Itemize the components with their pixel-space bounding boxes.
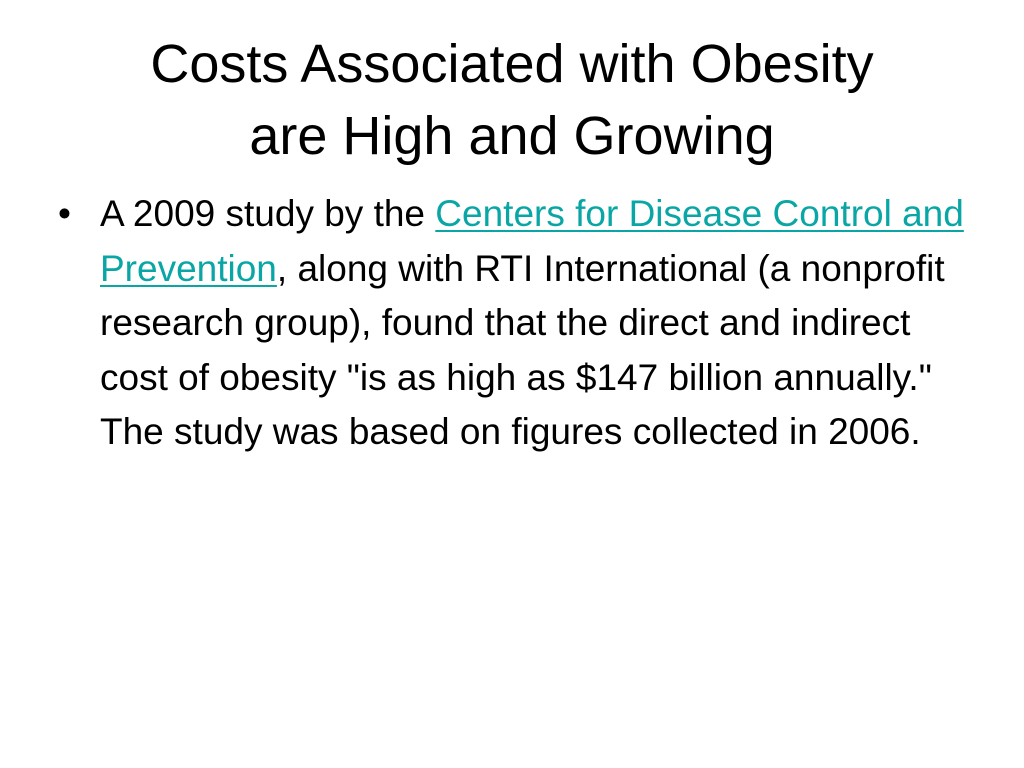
bullet-list (58, 187, 978, 460)
bullet-text-after: , along with RTI International (a nonprofit research group), found that the direct and indirect cost of obesity "is as high as $147 billion annually." The study was based on figures collected in 2006. (100, 247, 945, 452)
bullet-icon: • (58, 193, 71, 234)
cdc-link[interactable]: Centers for Disease Control and Prevention (100, 193, 964, 289)
bullet-text-before: A 2009 study by the (100, 193, 436, 234)
title-line-2: are High and Growing (249, 106, 775, 166)
bullet-item (58, 187, 978, 460)
title-line-1: Costs Associated with Obesity (150, 34, 874, 94)
slide-title (40, 28, 984, 172)
